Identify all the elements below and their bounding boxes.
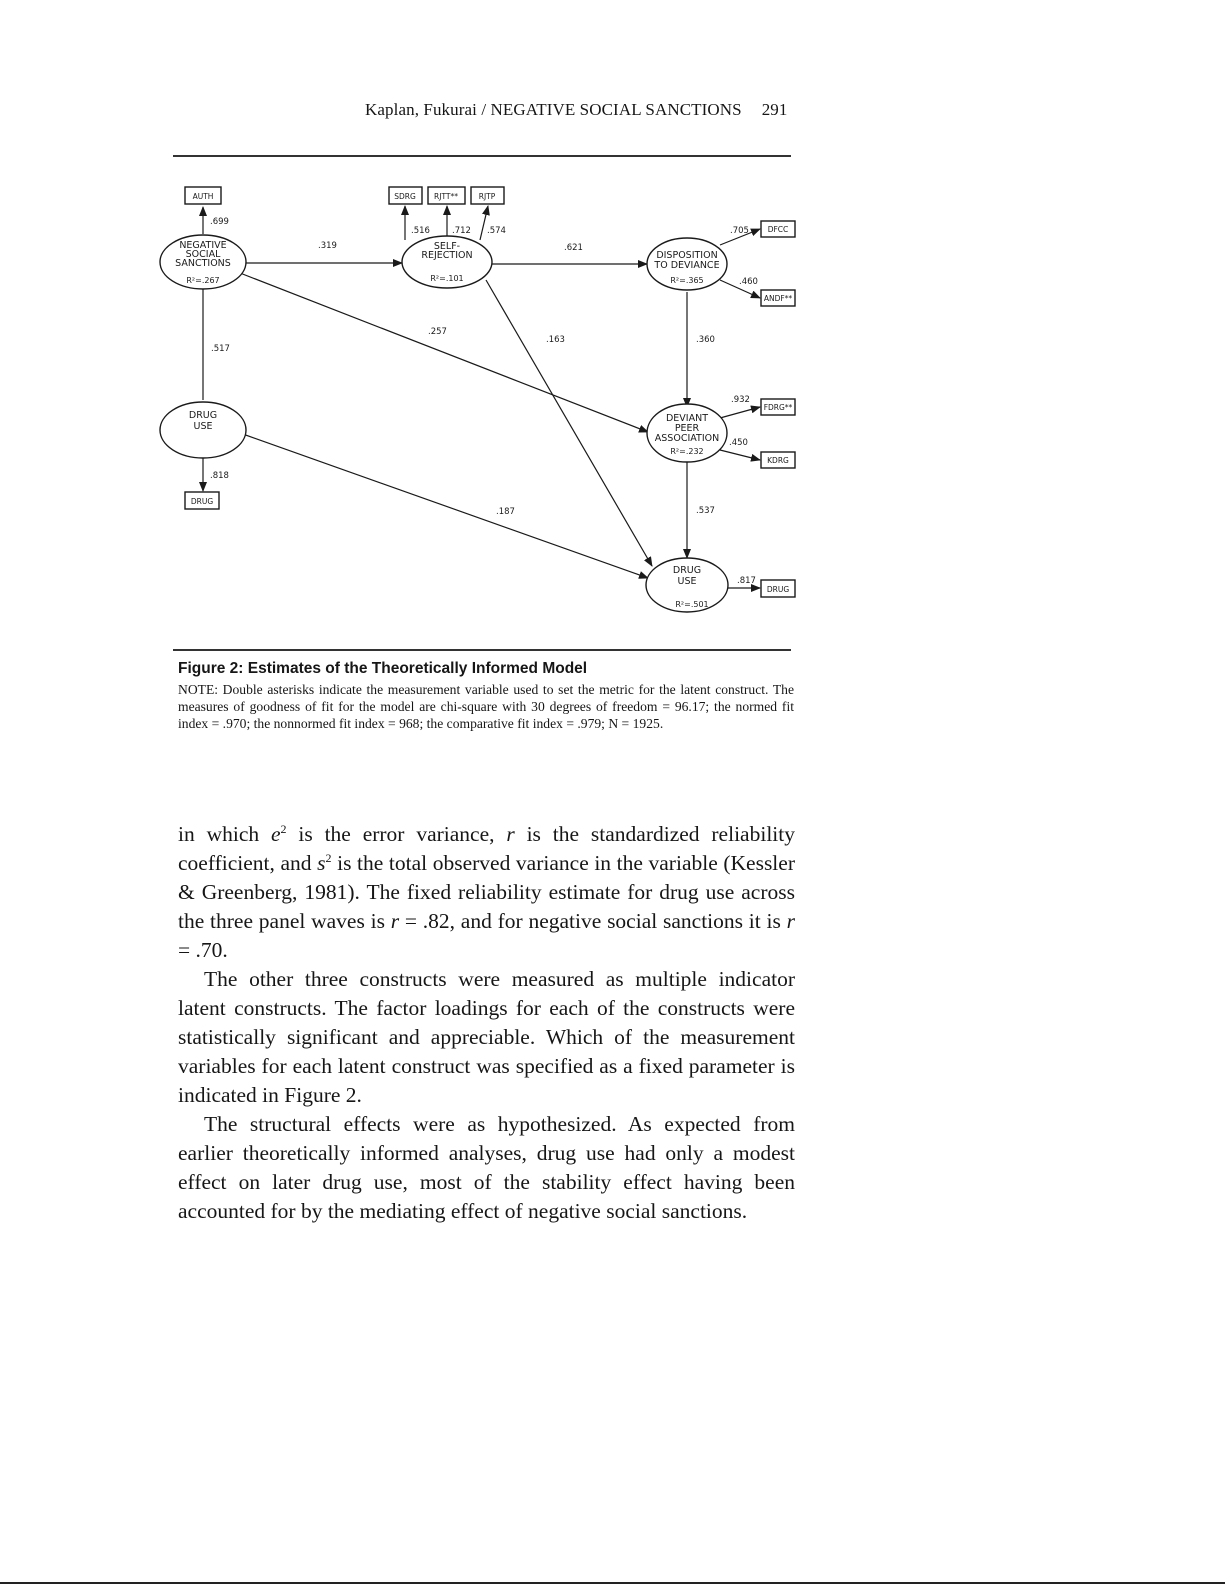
disposition-label-1: DISPOSITION <box>656 250 718 261</box>
loading-drug-early: .818 <box>210 471 229 481</box>
drug-use-early-label-1: DRUG <box>188 410 218 421</box>
disposition-label-2: TO DEVIANCE <box>654 260 720 271</box>
indicator-auth: AUTH <box>192 192 214 201</box>
loading-fdrg: .932 <box>731 395 750 405</box>
self-rejection-label-1: SELF- <box>433 241 461 252</box>
figure-caption <box>178 660 794 732</box>
caption-rule <box>173 649 791 651</box>
indicator-rjtt: RJTT** <box>434 192 458 201</box>
indicator-drug-later: DRUG <box>766 585 790 594</box>
p1-var-r2: r <box>390 909 400 933</box>
p1-var-e: e <box>270 822 281 846</box>
drug-use-later-label-2: USE <box>677 576 697 587</box>
nss-r2: R²=.267 <box>186 276 220 285</box>
body-text <box>178 820 795 1226</box>
p1-part-d: is the total observed variance in the variable (Kessler & Greenberg, 1981). The fixed reliability estimate for drug use across the three panel waves is <box>178 851 795 933</box>
coef-drug-to-nss: .517 <box>211 344 230 354</box>
coef-deviant-peer-to-drug-later: .537 <box>696 506 715 516</box>
loading-sdrg: .516 <box>411 226 430 236</box>
paragraph-3: The structural effects were as hypothesized. As expected from earlier theoretically informed analyses, drug use had only a modest effect on later drug use, most of the stability effect having been accounted for by the mediating effect of negative social sanctions. <box>178 1112 795 1223</box>
p1-part-c: is the standardized reliability coefficient, and <box>178 822 795 875</box>
disposition-r2: R²=.365 <box>670 276 704 285</box>
coef-nss-to-self-rejection: .319 <box>318 241 337 251</box>
coef-drug-early-to-drug-later: .187 <box>496 507 515 517</box>
page-number: 291 <box>761 100 788 119</box>
nss-label-2: SOCIAL <box>185 249 221 260</box>
path-nss-to-deviant-peer <box>240 273 648 432</box>
coef-nss-to-deviant-peer: .257 <box>428 327 447 337</box>
loading-rjtt: .712 <box>452 226 471 236</box>
p1-part-b: is the error variance, <box>286 822 507 846</box>
p1-sup-s: 2 <box>325 850 332 865</box>
paragraph-2: The other three constructs were measured as multiple indicator latent constructs. The factor loadings for each of the constructs were statistically significant and appreciable. Which of the measurement variables for each latent construct was specified as a fixed parameter is indicated in Figure 2. <box>178 967 795 1107</box>
coef-self-rejection-to-disposition: .621 <box>564 243 583 253</box>
p1-part-f: = .70. <box>178 938 228 962</box>
nss-label-1: NEGATIVE <box>179 240 227 251</box>
path-self-rejection-to-drug-later <box>486 280 652 566</box>
indicator-kdrg: KDRG <box>767 456 789 465</box>
loading-kdrg: .450 <box>729 438 748 448</box>
drug-use-early-label-2: USE <box>193 421 213 432</box>
indicator-rjtp: RJTP <box>478 192 496 201</box>
figure-title: Figure 2: Estimates of the Theoretically Informed Model <box>178 660 588 677</box>
loading-drug-later: .817 <box>737 576 756 586</box>
deviant-peer-label-3: ASSOCIATION <box>654 433 720 444</box>
loading-rjtp: .574 <box>487 226 506 236</box>
deviant-peer-label-2: PEER <box>674 423 700 434</box>
bottom-edge-rule <box>0 1582 1225 1584</box>
running-head-title: Kaplan, Fukurai / NEGATIVE SOCIAL SANCTIONS <box>365 100 742 119</box>
loading-arrow-fdrg <box>720 407 760 418</box>
loading-arrow-kdrg <box>720 450 760 460</box>
paragraph-1 <box>178 820 795 965</box>
coef-self-rejection-to-drug-later: .163 <box>546 335 565 345</box>
figure-note: NOTE: Double asterisks indicate the measurement variable used to set the metric for the latent construct. The measures of goodness of fit for the model are chi-square with 30 degrees of freedom = 96.17; the normed fit index = .970; the nonnormed fit index = 968; the comparative fit index = .979; N = 1925. <box>178 682 794 731</box>
path-diagram <box>0 0 1225 660</box>
indicator-fdrg: FDRG** <box>763 403 793 412</box>
loading-andf: .460 <box>739 277 758 287</box>
deviant-peer-r2: R²=.232 <box>670 447 704 456</box>
indicator-andf: ANDF** <box>763 294 793 303</box>
loading-dfcc: .705 <box>730 226 749 236</box>
self-rejection-r2: R²=.101 <box>430 274 464 283</box>
loading-auth: .699 <box>210 217 229 227</box>
coef-disposition-to-deviant-peer: .360 <box>696 335 715 345</box>
p1-var-r: r <box>506 822 515 846</box>
p1-var-s: s <box>317 851 326 875</box>
self-rejection-label-2: REJECTION <box>421 250 473 261</box>
indicator-dfcc: DFCC <box>767 225 789 234</box>
indicator-drug-early: DRUG <box>190 497 214 506</box>
nss-label-3: SANCTIONS <box>175 258 231 269</box>
p1-var-r3: r <box>786 909 795 933</box>
p1-part-a: in which <box>178 822 271 846</box>
drug-use-later-r2: R²=.501 <box>675 600 709 609</box>
p1-part-e: = .82, and for negative social sanctions it is <box>399 909 787 933</box>
indicator-sdrg: SDRG <box>394 192 416 201</box>
deviant-peer-label-1: DEVIANT <box>665 413 709 424</box>
p1-sup-e: 2 <box>280 821 287 836</box>
drug-use-later-label-1: DRUG <box>672 565 702 576</box>
